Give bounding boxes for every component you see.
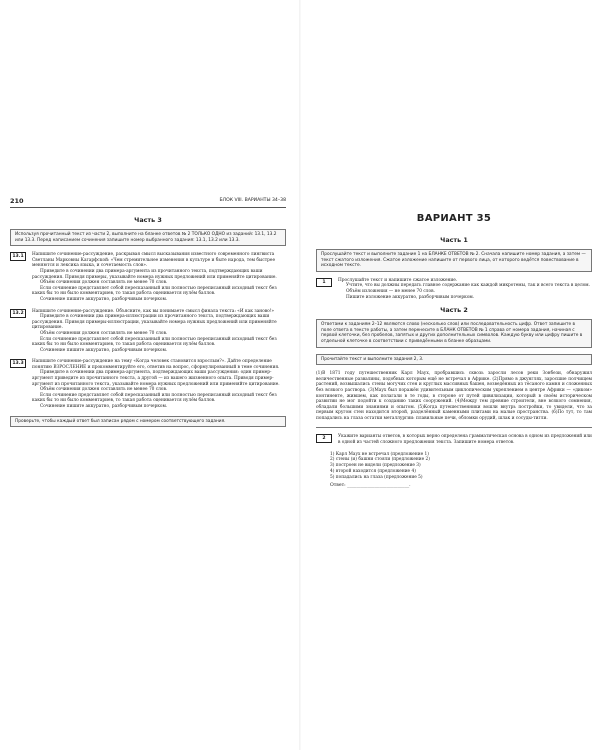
part-3-title: Часть 3: [134, 216, 162, 224]
task-paragraph: Объём сочинения должен составлять не менее 70 слов.: [40, 280, 168, 286]
task-number-badge: 1: [316, 278, 332, 287]
task-number-badge: 2: [316, 434, 332, 443]
task-paragraph: Пишите изложение аккуратно, разборчивым почерком.: [346, 294, 475, 300]
right-page: [300, 0, 600, 750]
task-number-badge: 13.1: [10, 252, 26, 261]
task-paragraph: Объём изложения — не менее 70 слов.: [346, 288, 435, 294]
task-paragraph: Приведите в сочинении два примера-иллюстрации из прочитанного текста, подтверждающих ваши рассуждения. Приводя примеры-иллюстрации, указывайте номера нужных предложений или применяйте цитирование.: [32, 314, 277, 331]
task-paragraph: Если сочинение представляет собой пересказанный или полностью переписанный исходный текст без каких бы то ни было комментариев, то такая работа оценивается нулём баллов.: [32, 392, 277, 404]
divider: [316, 427, 592, 428]
task-body: [32, 359, 286, 409]
answer-option: 3) построен не видели (предложение 3): [330, 463, 421, 469]
task-body: [338, 434, 592, 445]
answer-option: 2) стены (и) башни стояли (предложение 2): [330, 457, 430, 463]
task-body: [338, 278, 592, 300]
task-paragraph: Приведите в сочинении два примера-аргумента из прочитанного текста, подтверждающих ваши рассуждения. Приводя примеры, указывайте номера нужных предложений или применяйте цитирование.: [32, 268, 277, 280]
task-paragraph: Напишите сочинение-рассуждение, раскрывая смысл высказывания известного современного лингвиста Светланы Марковны Кагарфской: «Чем стремительнее изменения в культуре и быте народа, тем быстрее меняются и лексика языка, и сочетаемость слов».: [32, 252, 275, 269]
task-paragraph: Прослушайте текст и напишите сжатое изложение.: [338, 277, 458, 283]
reading-passage: (1)В 1871 году путешественник Карл Маух, пробравшись сквозь заросли лесов реки Зонбези, обнаружил величественные развалины, подобных которым ещё не встречал в Африке. (2)Прямо в джунглях, заросшие полчищем растений, возвышались стены могучих стен и круглых массивных башен, возведённых из тёсаного камня и сложенных без всякого раствора. (3)Маух был поражён удивительным циклопическим укреплением в центре Африки — «диком» континенте, жившем, как полагали в те годы, в стороне от путей цивилизации, который в своём историческом развитии не мог подойти к созданию таких сооружений. (4)Между тем древние строители, вне всякого сомнения, обладали большими знаниями и опытом. (5)Когда путешественники вошли внутрь постройки, то увидели, что за первым кругом стен находится второй, разделённый каменными плитами на малые пространства. (6)По тут, то там попадались на глаза остатки металлургии: плавильные печи, обломки орудий, шлак и сосуды-тигли.: [316, 371, 592, 421]
task-13-2: [10, 309, 286, 354]
variant-title: ВАРИАНТ 35: [416, 213, 492, 224]
task-paragraph: Если сочинение представляет собой пересказанный или полностью переписанный исходный текст без каких бы то ни было комментариев, то такая работа оценивается нулём баллов.: [32, 285, 277, 297]
part-2-instruction-box: Ответами к заданиям 2–12 являются слово (несколько слов) или последовательность цифр. Ответ запишите в поле ответа в тексте работы, а затем перенесите в БЛАНК ОТВЕТОВ № 1 справа от номера задания, начиная с первой клеточки, без пробелов, запятых и других дополнительных символов. Каждую букву или цифру пишите в отдельной клеточке в соответствии с приведёнными в бланке образцами.: [316, 319, 592, 347]
page-number: 210: [10, 197, 24, 205]
task-body: [32, 309, 286, 354]
task-paragraph: Сочинение пишите аккуратно, разборчивым почерком.: [40, 404, 168, 410]
answer-option: 1) Карл Маух не встречал (предложение 1): [330, 451, 429, 457]
task-paragraph: Объём сочинения должен составлять не менее 70 слов.: [40, 330, 168, 336]
answer-option: 5) попадались на глаза (предложение 5): [330, 474, 423, 480]
task-paragraph: Напишите сочинение-рассуждение на тему «Когда человек становится взрослым?». Дайте определение понятию ВЗРОСЛЕНИЕ и прокомментируйте его, ответив на вопрос, сформулированный в теме сочинения.: [32, 359, 280, 370]
running-header: [10, 197, 286, 208]
task-13-3: [10, 359, 286, 409]
task-paragraph: Учтите, что вы должны передать главное содержание как каждой микротемы, так и всего текста в целом.: [346, 283, 591, 289]
task-intro: Укажите варианты ответов, в которых верно определена грамматическая основа в одном из предложений или в одной из частей сложного предложения текста. Запишите номера ответов.: [338, 434, 592, 446]
task-paragraph: Объём сочинения должен составлять не менее 70 слов.: [40, 387, 168, 393]
answer-line: Ответ: ___________________________.: [330, 482, 411, 488]
task-13-1: [10, 252, 286, 302]
answer-option: 4) второй находится (предложение 4): [330, 469, 416, 475]
running-title: БЛОК VIII. ВАРИАНТЫ 34–38: [219, 198, 286, 203]
task-paragraph: Сочинение пишите аккуратно, разборчивым почерком.: [40, 347, 168, 353]
footer-check-box: Проверьте, чтобы каждый ответ был записан рядом с номером соответствующего задания.: [10, 416, 286, 428]
part-1-title: Часть 1: [440, 236, 468, 244]
task-number-badge: 13.3: [10, 359, 26, 368]
task-2: [316, 434, 592, 445]
task-number-badge: 13.2: [10, 309, 26, 318]
task-paragraph: Если сочинение представляет собой пересказанный или полностью переписанный исходный текст без каких бы то ни было комментариев, то такая работа оценивается нулём баллов.: [32, 336, 277, 348]
part-3-instruction-box: Используя прочитанный текст из части 2, выполните на бланке ответов № 2 ТОЛЬКО ОДНО из заданий: 13.1, 13.2 или 13.3. Перед написанием сочинения запишите номер выбранного задания: 13.1, 13.2 или 13.3.: [10, 229, 286, 246]
task-1: [316, 278, 592, 300]
part-1-instruction-box: Прослушайте текст и выполните задание 1 на БЛАНКЕ ОТВЕТОВ № 2. Сначала напишите номер задания, а затем — текст сжатого изложения. Сжатое изложение напишите от первого лица, от которого ведётся повествование в исходном тексте.: [316, 249, 592, 272]
task-body: [32, 252, 286, 302]
task-paragraph: Приведите в сочинении два примера-аргумента, подтверждающих ваши рассуждения: один пример-аргумент приведите из прочитанного текста, а другой — из вашего жизненного опыта. Приводя пример-аргумент из прочитанного текста, указывайте номера нужных предложений или применяйте цитирование.: [32, 370, 280, 387]
part-2-title: Часть 2: [440, 306, 468, 315]
answer-options: [316, 452, 592, 481]
read-text-instruction-box: Прочитайте текст и выполните задания 2, 3.: [316, 354, 592, 366]
task-paragraph: Сочинение пишите аккуратно, разборчивым почерком.: [40, 296, 168, 302]
task-paragraph: Напишите сочинение-рассуждение. Объясните, как вы понимаете смысл финала текста: «И как заново!»: [32, 308, 275, 314]
